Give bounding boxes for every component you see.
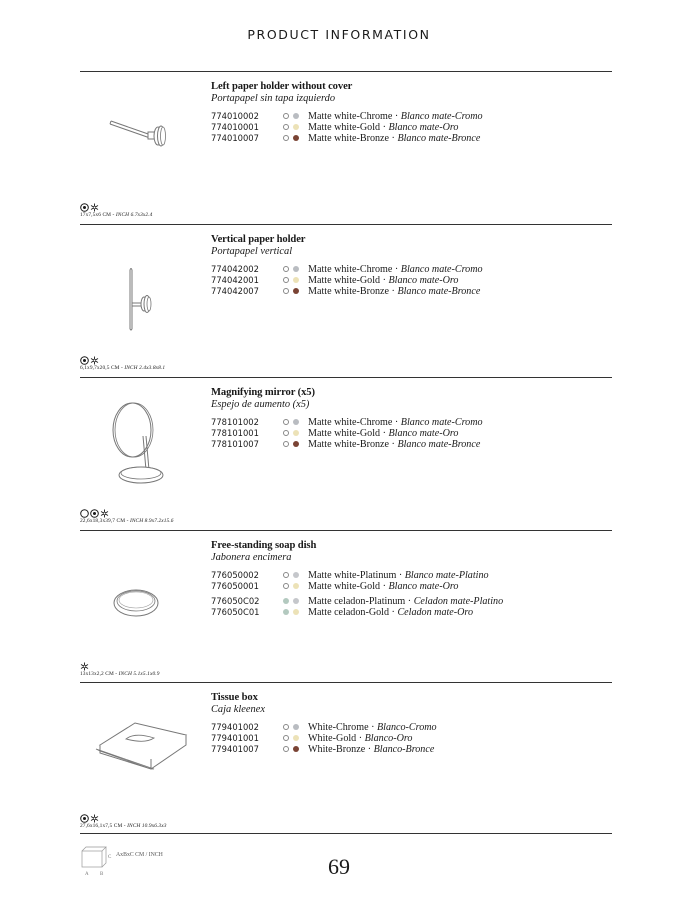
finish-description: White-Gold · Blanco-Oro: [308, 733, 413, 744]
product-section: [80, 682, 612, 835]
finish-name: Matte white-Gold: [308, 428, 381, 439]
finish-swatch-platinum: [293, 598, 299, 604]
finish-swatch-gold: [293, 277, 299, 283]
snowflake-icon: [90, 352, 99, 361]
product-code: 776050C01: [211, 607, 260, 617]
variant-row: [211, 581, 611, 592]
product-code: 776050C02: [211, 596, 260, 606]
product-code: 779401002: [211, 722, 259, 732]
dimensions-inch: INCH 8.9x7.2x15.6: [129, 518, 174, 524]
dimensions-cm: 17x7,5x6 CM: [80, 212, 112, 218]
product-code: 776050002: [211, 570, 259, 580]
finish-name-es: Celadon mate-Platino: [413, 596, 504, 607]
product-code: 778101001: [211, 428, 259, 438]
finish-description: Matte white-Platinum · Blanco mate-Platino: [308, 570, 489, 581]
finish-swatch-white: [283, 430, 289, 436]
finish-name: White-Bronze: [308, 744, 366, 755]
finish-description: Matte white-Chrome · Blanco mate-Cromo: [308, 111, 483, 122]
finish-name-es: Blanco mate-Bronce: [397, 286, 481, 297]
finish-description: White-Bronze · Blanco-Bronce: [308, 744, 435, 755]
dot-circle-icon: [80, 352, 89, 361]
legend-label-b: B: [100, 872, 104, 876]
finish-name: Matte celadon-Gold: [308, 607, 390, 618]
finish-name: Matte white-Bronze: [308, 133, 390, 144]
finish-swatch-white: [283, 572, 289, 578]
finish-name-es: Blanco-Oro: [364, 733, 413, 744]
care-icons: [80, 505, 110, 516]
variant-row: [211, 439, 611, 450]
finish-name: Matte white-Bronze: [308, 439, 390, 450]
dimensions-cm: 27,6x16,1x7,5 CM: [80, 823, 123, 829]
finish-swatch-gold: [293, 609, 299, 615]
finish-description: Matte white-Chrome · Blanco mate-Cromo: [308, 264, 483, 275]
page-number: 69: [328, 854, 350, 879]
dimensions-cm: 22,6x18,3x39,7 CM: [80, 518, 126, 524]
page-title: PRODUCT INFORMATION: [247, 27, 431, 42]
variant-row: [211, 133, 611, 144]
finish-description: White-Chrome · Blanco-Cromo: [308, 722, 437, 733]
variant-row: [211, 417, 611, 428]
finish-description: Matte white-Gold · Blanco mate-Oro: [308, 275, 459, 286]
product-name-es: Espejo de aumento (x5): [211, 399, 310, 410]
finish-description: Matte white-Bronze · Blanco mate-Bronce: [308, 439, 481, 450]
finish-swatch-gold: [293, 735, 299, 741]
product-section: [80, 377, 612, 530]
variant-list: [211, 570, 611, 618]
finish-name: Matte white-Chrome: [308, 417, 393, 428]
finish-name-es: Blanco mate-Bronce: [397, 439, 481, 450]
product-code: 774042007: [211, 286, 259, 296]
finish-description: Matte white-Gold · Blanco mate-Oro: [308, 581, 459, 592]
finish-swatch-celadon: [283, 609, 289, 615]
product-name: Vertical paper holder: [211, 234, 306, 245]
dot-circle-icon: [80, 199, 89, 208]
product-code: 779401007: [211, 744, 259, 754]
dimensions-inch: INCH 10.9x6.3x3: [127, 823, 167, 829]
product-section: [80, 530, 612, 683]
product-code: 778101002: [211, 417, 259, 427]
finish-swatch-white: [283, 277, 289, 283]
paper-holder-horizontal-icon: [80, 72, 206, 202]
dimensions: 17x7,5x6 CM - INCH 6.7x3x2.4: [80, 212, 153, 218]
finish-swatch-chrome: [293, 419, 299, 425]
soap-dish-icon: [80, 531, 206, 661]
product-code: 776050001: [211, 581, 259, 591]
variant-row: [211, 607, 611, 618]
product-name: Tissue box: [211, 692, 258, 703]
finish-swatch-gold: [293, 430, 299, 436]
variant-row: [211, 111, 611, 122]
paper-holder-vertical-icon: [80, 225, 206, 355]
finish-description: Matte white-Chrome · Blanco mate-Cromo: [308, 417, 483, 428]
finish-swatch-white: [283, 441, 289, 447]
finish-name: Matte white-Gold: [308, 581, 381, 592]
variant-list: [211, 417, 611, 450]
finish-name-es: Blanco mate-Cromo: [400, 111, 483, 122]
variant-list: [211, 722, 611, 755]
finish-description: Matte white-Bronze · Blanco mate-Bronce: [308, 133, 481, 144]
variant-row: [211, 744, 611, 755]
finish-name-es: Blanco-Cromo: [376, 722, 437, 733]
finish-name: Matte white-Gold: [308, 275, 381, 286]
variant-row: [211, 722, 611, 733]
dimensions-inch: INCH 2.4x3.8x8.1: [124, 365, 166, 371]
care-icons: [80, 810, 100, 821]
finish-swatch-white: [283, 419, 289, 425]
variant-row: [211, 122, 611, 133]
finish-name: Matte white-Platinum: [308, 570, 397, 581]
variant-row: [211, 570, 611, 581]
product-code: 774010001: [211, 122, 259, 132]
product-code: 774010007: [211, 133, 259, 143]
dimensions: 13x13x2,2 CM - INCH 5.1x5.1x0.9: [80, 671, 160, 677]
finish-name: Matte white-Gold: [308, 122, 381, 133]
finish-swatch-white: [283, 724, 289, 730]
finish-name: Matte white-Bronze: [308, 286, 390, 297]
finish-name-es: Celadon mate-Oro: [397, 607, 474, 618]
finish-swatch-gold: [293, 124, 299, 130]
product-name-es: Caja kleenex: [211, 704, 265, 715]
finish-swatch-chrome: [293, 724, 299, 730]
care-icons: [80, 199, 100, 210]
variant-row: [211, 733, 611, 744]
finish-swatch-white: [283, 124, 289, 130]
legend-label-c: C: [108, 855, 112, 860]
finish-name-es: Blanco mate-Oro: [388, 581, 459, 592]
dimensions: 6,1x9,7x20,5 CM - INCH 2.4x3.8x8.1: [80, 365, 166, 371]
product-code: 774010002: [211, 111, 259, 121]
product-code: 774042001: [211, 275, 259, 285]
dimensions-inch: INCH 5.1x5.1x0.9: [118, 671, 160, 677]
footer-divider: [80, 833, 612, 834]
finish-name: Matte white-Chrome: [308, 264, 393, 275]
variant-list: [211, 111, 611, 144]
finish-swatch-chrome: [293, 113, 299, 119]
product-name: Left paper holder without cover: [211, 81, 353, 92]
product-code: 779401001: [211, 733, 259, 743]
finish-swatch-bronze: [293, 441, 299, 447]
variant-row: [211, 286, 611, 297]
product-code: 778101007: [211, 439, 259, 449]
finish-swatch-bronze: [293, 746, 299, 752]
finish-swatch-chrome: [293, 266, 299, 272]
product-name-es: Jabonera encimera: [211, 552, 292, 563]
variant-row: [211, 596, 611, 607]
finish-name: White-Chrome: [308, 722, 369, 733]
finish-swatch-white: [283, 746, 289, 752]
finish-name-es: Blanco mate-Cromo: [400, 264, 483, 275]
finish-swatch-bronze: [293, 288, 299, 294]
dimension-legend-text: AxBxC CM / INCH: [116, 852, 163, 858]
dimensions-inch: INCH 6.7x3x2.4: [115, 212, 153, 218]
dimensions-cm: 6,1x9,7x20,5 CM: [80, 365, 120, 371]
snowflake-icon: [80, 658, 89, 667]
product-name: Free-standing soap dish: [211, 540, 317, 551]
finish-swatch-white: [283, 113, 289, 119]
dimensions: 22,6x18,3x39,7 CM - INCH 8.9x7.2x15.6: [80, 518, 174, 524]
finish-name-es: Blanco mate-Cromo: [400, 417, 483, 428]
finish-name-es: Blanco mate-Oro: [388, 122, 459, 133]
finish-description: Matte white-Bronze · Blanco mate-Bronce: [308, 286, 481, 297]
finish-name: White-Gold: [308, 733, 357, 744]
finish-swatch-white: [283, 266, 289, 272]
variant-row: [211, 428, 611, 439]
care-icons: [80, 658, 90, 669]
legend-label-a: A: [85, 872, 89, 876]
dot-circle-icon: [90, 505, 99, 514]
snowflake-icon: [90, 810, 99, 819]
care-icons: [80, 352, 100, 363]
finish-swatch-white: [283, 135, 289, 141]
product-code: 774042002: [211, 264, 259, 274]
finish-name: Matte celadon-Platinum: [308, 596, 406, 607]
magnifying-mirror-icon: [80, 378, 206, 508]
variant-row: [211, 264, 611, 275]
finish-description: Matte celadon-Platinum · Celadon mate-Platino: [308, 596, 504, 607]
finish-description: Matte celadon-Gold · Celadon mate-Oro: [308, 607, 474, 618]
circle-icon: [80, 505, 89, 514]
finish-swatch-celadon: [283, 598, 289, 604]
dimensions-cm: 13x13x2,2 CM: [80, 671, 114, 677]
finish-swatch-white: [283, 288, 289, 294]
finish-name-es: Blanco-Bronce: [373, 744, 435, 755]
finish-swatch-gold: [293, 583, 299, 589]
finish-name-es: Blanco mate-Bronce: [397, 133, 481, 144]
finish-name-es: Blanco mate-Oro: [388, 275, 459, 286]
finish-swatch-white: [283, 735, 289, 741]
product-name-es: Portapapel vertical: [211, 246, 293, 257]
finish-description: Matte white-Gold · Blanco mate-Oro: [308, 428, 459, 439]
finish-swatch-white: [283, 583, 289, 589]
finish-name-es: Blanco mate-Oro: [388, 428, 459, 439]
tissue-box-icon: [80, 683, 206, 813]
variant-row: [211, 275, 611, 286]
finish-name: Matte white-Chrome: [308, 111, 393, 122]
product-section: [80, 71, 612, 224]
snowflake-icon: [90, 199, 99, 208]
dimensions: 27,6x16,1x7,5 CM - INCH 10.9x6.3x3: [80, 823, 167, 829]
finish-name-es: Blanco mate-Platino: [404, 570, 489, 581]
variant-list: [211, 264, 611, 297]
product-name-es: Portapapel sin tapa izquierdo: [211, 93, 336, 104]
snowflake-icon: [100, 505, 109, 514]
finish-swatch-platinum: [293, 572, 299, 578]
finish-swatch-bronze: [293, 135, 299, 141]
finish-description: Matte white-Gold · Blanco mate-Oro: [308, 122, 459, 133]
product-section: [80, 224, 612, 377]
product-name: Magnifying mirror (x5): [211, 387, 315, 398]
dot-circle-icon: [80, 810, 89, 819]
